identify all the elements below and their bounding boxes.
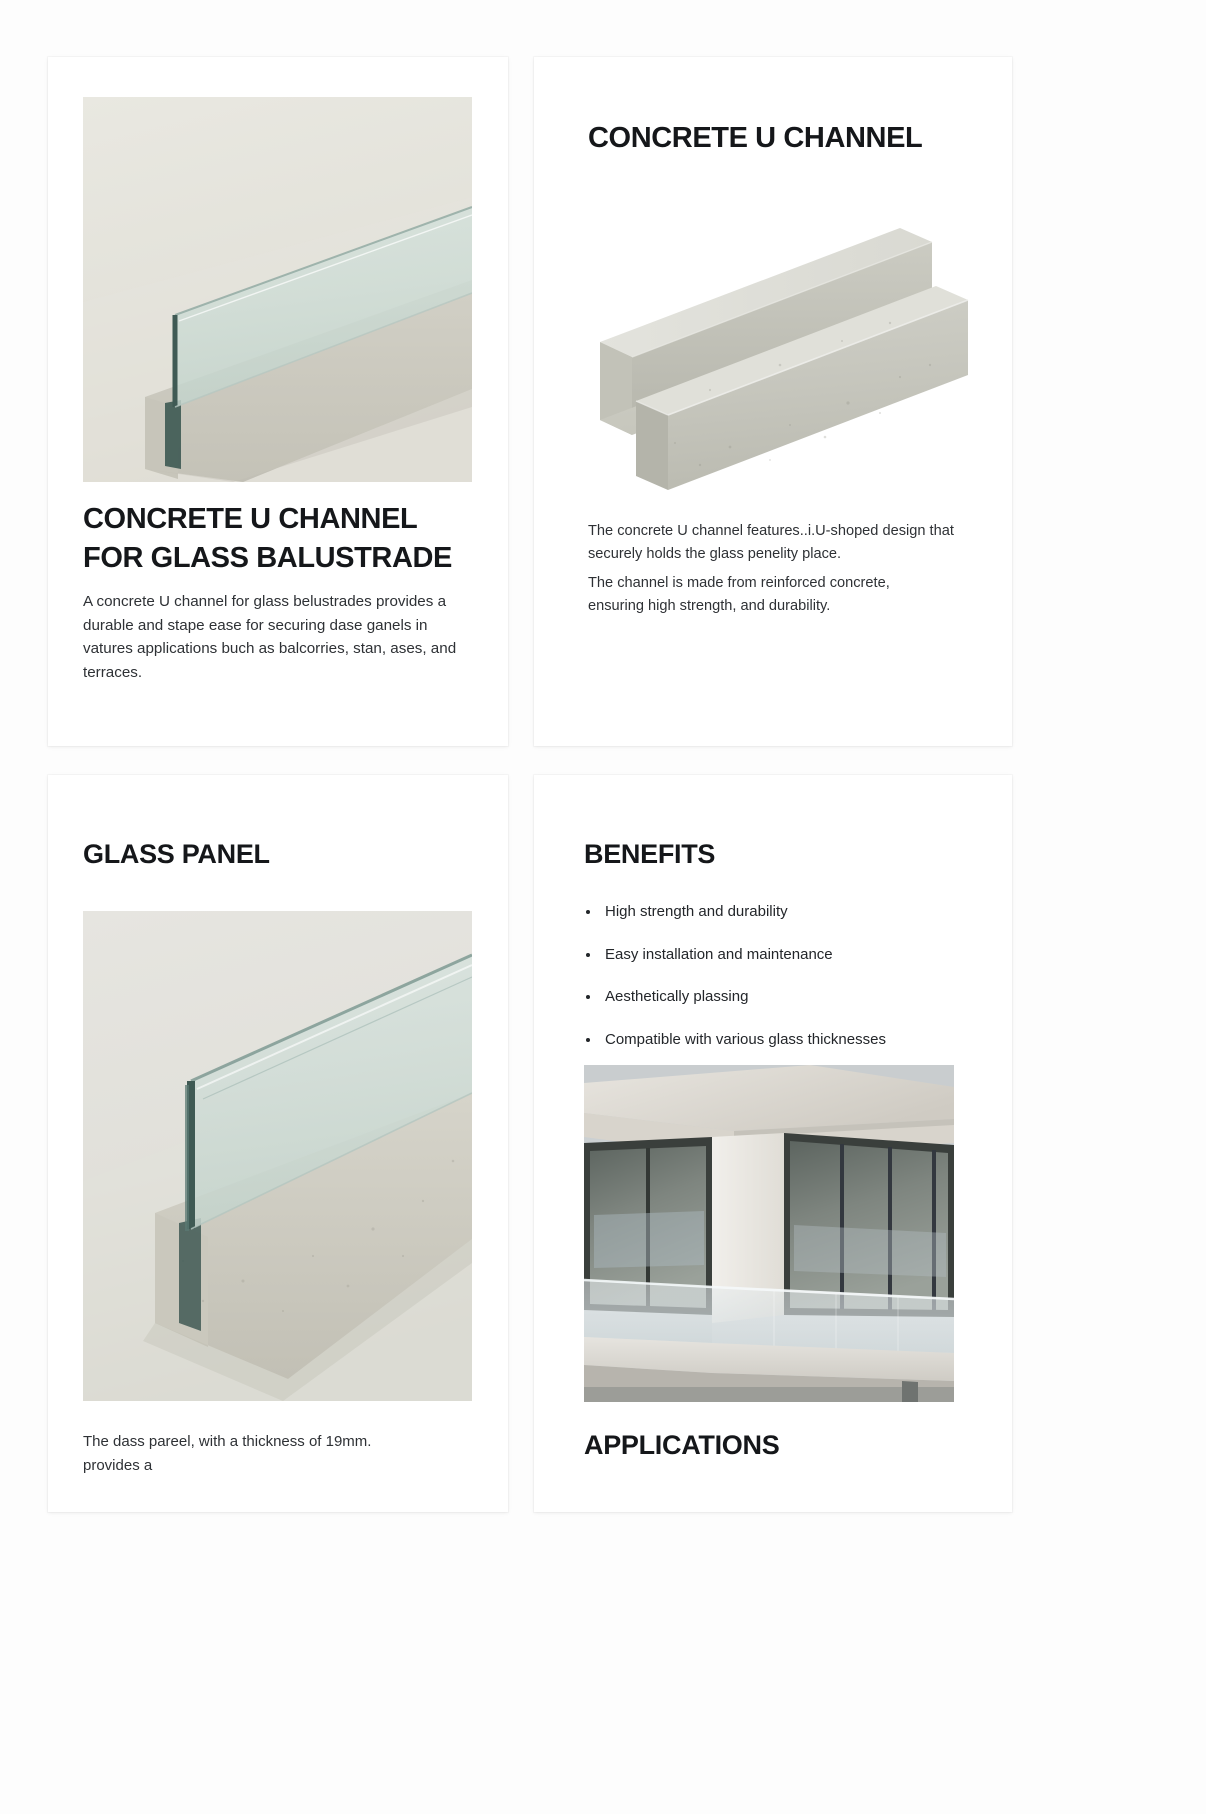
hero-illustration	[83, 97, 472, 482]
list-item-label: Aesthetically plassing	[605, 988, 749, 1005]
bullet-icon	[586, 910, 590, 914]
card-benefits-applications	[534, 775, 1012, 1512]
page-title	[83, 500, 483, 577]
modern-house-glass-balustrade-photo	[584, 1065, 954, 1402]
glass-panel-caption-line-1: The dass pareel, with a thickness of 19mm.	[83, 1433, 372, 1450]
benefits-title: BENEFITS	[584, 839, 716, 869]
list-item	[584, 944, 984, 967]
product-paragraph-1: The concrete U channel features..i.U-shoped design that securely holds the glass penelity place.	[588, 523, 954, 563]
concrete-u-channel-3d-render	[580, 215, 970, 515]
list-item-label: Compatible with various glass thicknesses	[605, 1030, 886, 1048]
list-item-label: Easy installation and maintenance	[605, 945, 833, 963]
product-paragraph-2: The channel is made from reinforced concrete, ensuring high strength, and durability.	[588, 575, 890, 615]
glass-panel-illustration	[83, 911, 472, 1401]
concrete-u-channel-with-glass-photo	[83, 97, 472, 482]
glass-panel-caption	[83, 1430, 443, 1479]
hero-title-line-1: CONCRETE U CHANNEL	[83, 503, 418, 535]
glass-panel-title: GLASS PANEL	[83, 839, 270, 869]
bullet-icon	[586, 995, 590, 999]
product-title: CONCRETE U CHANNEL	[588, 122, 923, 154]
hero-paragraph: A concrete U channel for glass belustrades provides a durable and stape ease for securing dase ganels in vatures applications buch as balcorries, stan, ases, and terraces.	[83, 593, 457, 681]
applications-title: APPLICATIONS	[584, 1430, 780, 1460]
applications-illustration	[584, 1065, 954, 1402]
card-concrete-u-channel-hero	[48, 57, 508, 746]
list-item	[584, 901, 984, 924]
benefits-list	[584, 901, 984, 1051]
u-channel-illustration	[580, 215, 970, 515]
list-item	[584, 986, 984, 1009]
hero-title-line-2: FOR GLASS BALUSTRADE	[83, 541, 453, 574]
bullet-icon	[586, 1038, 590, 1042]
list-item-label: High strength and durability	[605, 903, 788, 920]
list-item	[584, 1029, 984, 1052]
glass-panel-in-channel-photo	[83, 911, 472, 1401]
bullet-icon	[586, 953, 590, 957]
card-glass-panel	[48, 775, 508, 1512]
glass-panel-caption-line-2: provides a	[83, 1457, 153, 1475]
card-concrete-u-channel-product	[534, 57, 1012, 746]
